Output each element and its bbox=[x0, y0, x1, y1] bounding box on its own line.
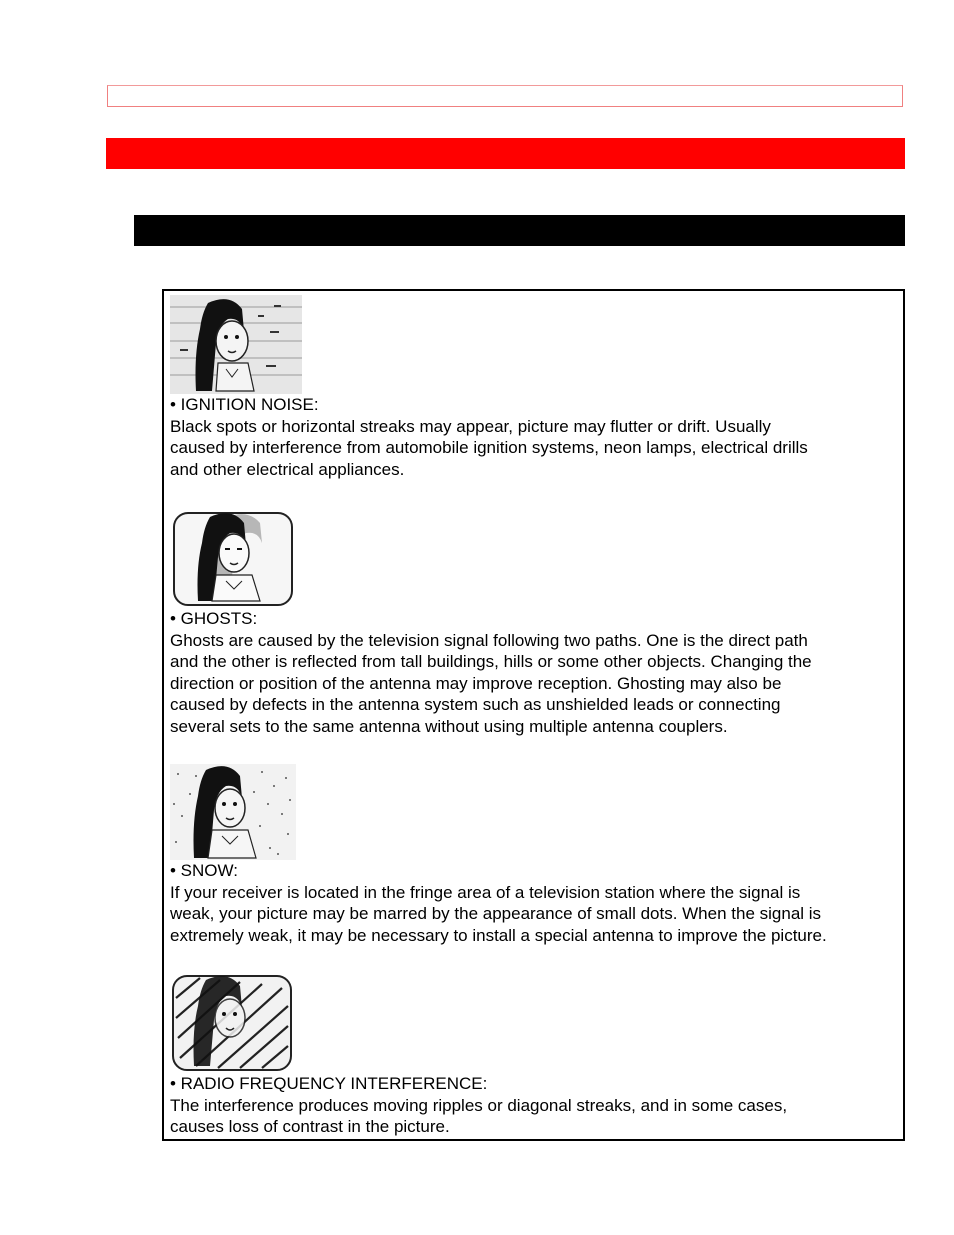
section-ignition-noise bbox=[170, 295, 898, 480]
snow-line-2: weak, your picture may be marred by the appearance of small dots. When the signal is bbox=[170, 904, 822, 923]
section-radio-frequency-interference bbox=[170, 972, 898, 1138]
radio-frequency-interference-heading: • RADIO FREQUENCY INTERFERENCE: bbox=[170, 1074, 488, 1093]
radio-frequency-interference-line-1: The interference produces moving ripples or diagonal streaks, and in some cases, bbox=[170, 1095, 788, 1115]
ignition-noise-line-2: caused by interference from automobile ignition systems, neon lamps, electrical drills bbox=[170, 438, 808, 457]
content-box bbox=[162, 289, 905, 1141]
section-ghosts bbox=[170, 509, 898, 737]
ghosts-line-4: caused by defects in the antenna system such as unshielded leads or connecting bbox=[170, 695, 781, 714]
ignition-noise-picture bbox=[170, 295, 302, 394]
snow-picture bbox=[170, 764, 296, 860]
radio-frequency-interference-line-2: causes loss of contrast in the picture. bbox=[170, 1117, 450, 1136]
ghosts-line-3: direction or position of the antenna may improve reception. Ghosting may also be bbox=[170, 673, 782, 693]
snow-line-3: extremely weak, it may be necessary to install a special antenna to improve the picture. bbox=[170, 925, 827, 945]
snow-heading: • SNOW: bbox=[170, 861, 238, 880]
ignition-noise-line-3: and other electrical appliances. bbox=[170, 459, 405, 479]
red-header-bar bbox=[106, 138, 905, 169]
ghosts-picture bbox=[170, 509, 296, 608]
section-snow bbox=[170, 764, 898, 946]
black-header-bar bbox=[134, 215, 905, 246]
ghosts-line-2: and the other is reflected from tall buildings, hills or some other objects. Changing the bbox=[170, 652, 812, 671]
ghosts-line-1: Ghosts are caused by the television signal following two paths. One is the direct path bbox=[170, 630, 808, 650]
snow-line-1: If your receiver is located in the fringe area of a television station where the signal is bbox=[170, 882, 801, 902]
ignition-noise-heading: • IGNITION NOISE: bbox=[170, 395, 319, 414]
ignition-noise-line-1: Black spots or horizontal streaks may appear, picture may flutter or drift. Usually bbox=[170, 416, 771, 436]
ghosts-line-5: several sets to the same antenna without using multiple antenna couplers. bbox=[170, 716, 728, 736]
radio-frequency-interference-picture bbox=[170, 972, 295, 1073]
ghosts-heading: • GHOSTS: bbox=[170, 609, 258, 628]
top-frame bbox=[107, 85, 903, 107]
